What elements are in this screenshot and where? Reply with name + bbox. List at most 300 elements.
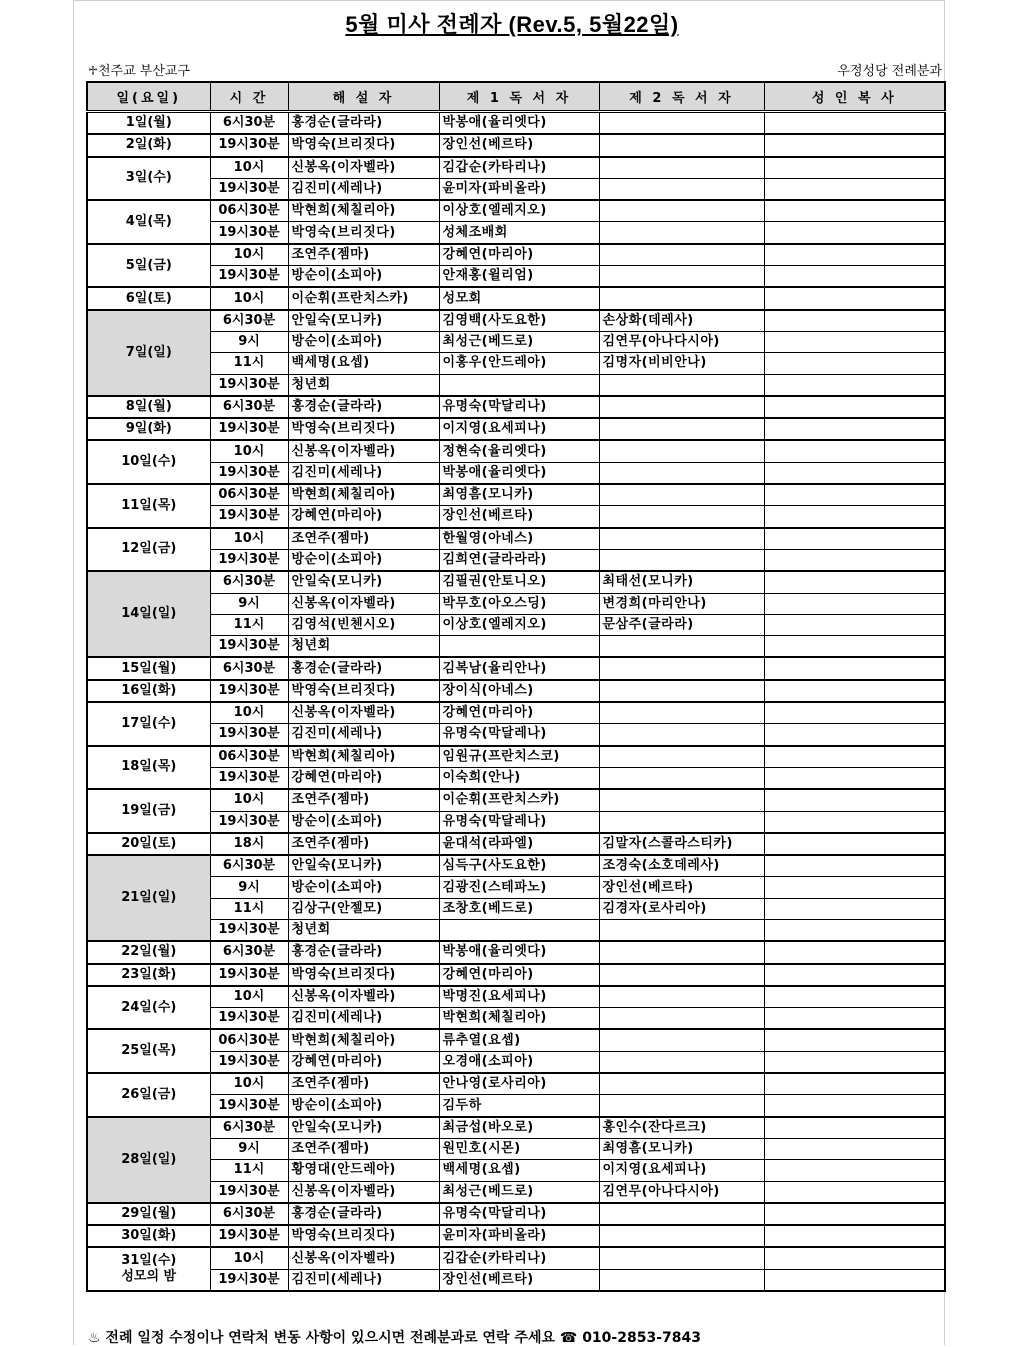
first-reader-cell: 박무호(아오스딩) — [439, 593, 599, 614]
table-row — [87, 440, 945, 462]
commentator-cell: 안일숙(모니카) — [288, 855, 439, 877]
first-reader-cell: 최영흠(모니카) — [439, 484, 599, 506]
table-header-row — [87, 82, 945, 112]
header-day: 일(요일) — [87, 82, 210, 112]
commentator-cell: 박영숙(브리짓다) — [288, 134, 439, 156]
altar-server-cell — [764, 244, 945, 266]
table-row — [87, 593, 945, 614]
altar-server-cell — [764, 877, 945, 898]
day-cell: 9일(화) — [87, 418, 210, 440]
commentator-cell: 조연주(젬마) — [288, 244, 439, 266]
commentator-cell: 신봉옥(이자벨라) — [288, 593, 439, 614]
first-reader-cell: 윤미자(파비올라) — [439, 1225, 599, 1247]
first-reader-cell: 강혜연(마리아) — [439, 244, 599, 266]
day-cell: 5일(금) — [87, 244, 210, 288]
first-reader-cell: 윤미자(파비올라) — [439, 178, 599, 200]
second-reader-cell — [599, 157, 764, 179]
time-cell: 19시30분 — [210, 919, 288, 941]
commentator-cell: 박현희(체칠리아) — [288, 484, 439, 506]
first-reader-cell: 박봉애(율리엣다) — [439, 462, 599, 484]
first-reader-cell: 심득구(사도요한) — [439, 855, 599, 877]
altar-server-cell — [764, 222, 945, 244]
first-reader-cell: 강혜연(마리아) — [439, 702, 599, 724]
table-row — [87, 331, 945, 352]
first-reader-cell: 박봉애(율리엣다) — [439, 112, 599, 135]
altar-server-cell — [764, 1225, 945, 1247]
first-reader-cell: 이숙희(안나) — [439, 767, 599, 789]
altar-server-cell — [764, 855, 945, 877]
time-cell: 19시30분 — [210, 134, 288, 156]
commentator-cell: 신봉옥(이자벨라) — [288, 986, 439, 1008]
second-reader-cell — [599, 1095, 764, 1117]
liturgy-schedule-table — [86, 81, 946, 1292]
first-reader-cell: 이홍우(안드레아) — [439, 353, 599, 374]
commentator-cell: 조연주(젬마) — [288, 1138, 439, 1159]
commentator-cell: 조연주(젬마) — [288, 1073, 439, 1095]
second-reader-cell — [599, 919, 764, 941]
time-cell: 6시30분 — [210, 112, 288, 135]
second-reader-cell — [599, 484, 764, 506]
day-cell: 29일(월) — [87, 1203, 210, 1225]
header-time: 시 간 — [210, 82, 288, 112]
altar-server-cell — [764, 484, 945, 506]
table-row — [87, 1225, 945, 1247]
second-reader-cell — [599, 528, 764, 550]
day-cell: 8일(월) — [87, 396, 210, 418]
table-row — [87, 724, 945, 746]
commentator-cell: 강혜연(마리아) — [288, 767, 439, 789]
altar-server-cell — [764, 941, 945, 963]
time-cell: 10시 — [210, 986, 288, 1008]
commentator-cell: 김진미(세레나) — [288, 178, 439, 200]
altar-server-cell — [764, 636, 945, 658]
altar-server-cell — [764, 112, 945, 135]
altar-server-cell — [764, 266, 945, 288]
day-cell: 18일(목) — [87, 746, 210, 790]
second-reader-cell — [599, 1203, 764, 1225]
commentator-cell: 안일숙(모니카) — [288, 1117, 439, 1139]
altar-server-cell — [764, 1181, 945, 1203]
table-row — [87, 1029, 945, 1051]
commentator-cell: 청년회 — [288, 636, 439, 658]
page-border-left — [73, 0, 74, 1345]
table-row — [87, 200, 945, 222]
time-cell: 19시30분 — [210, 680, 288, 702]
table-row — [87, 484, 945, 506]
day-cell: 7일(일) — [87, 310, 210, 396]
commentator-cell: 신봉옥(이자벨라) — [288, 440, 439, 462]
first-reader-cell — [439, 919, 599, 941]
altar-server-cell — [764, 1095, 945, 1117]
altar-server-cell — [764, 440, 945, 462]
commentator-cell: 박현희(체칠리아) — [288, 1029, 439, 1051]
altar-server-cell — [764, 1203, 945, 1225]
day-cell: 19일(금) — [87, 789, 210, 833]
first-reader-cell: 원민호(시몬) — [439, 1138, 599, 1159]
second-reader-cell — [599, 266, 764, 288]
first-reader-cell: 장인선(베르타) — [439, 134, 599, 156]
commentator-cell: 홍경순(글라라) — [288, 112, 439, 135]
first-reader-cell: 김광진(스테파노) — [439, 877, 599, 898]
table-row — [87, 244, 945, 266]
table-row — [87, 1073, 945, 1095]
time-cell: 6시30분 — [210, 1117, 288, 1139]
time-cell: 10시 — [210, 440, 288, 462]
second-reader-cell — [599, 287, 764, 309]
altar-server-cell — [764, 462, 945, 484]
time-cell: 19시30분 — [210, 1051, 288, 1073]
commentator-cell: 청년회 — [288, 919, 439, 941]
altar-server-cell — [764, 1051, 945, 1073]
day-cell: 20일(토) — [87, 833, 210, 855]
commentator-cell: 홍경순(글라라) — [288, 657, 439, 679]
commentator-cell: 백세명(요셉) — [288, 353, 439, 374]
time-cell: 6시30분 — [210, 310, 288, 332]
first-reader-cell: 김갑순(카타리나) — [439, 1247, 599, 1269]
commentator-cell: 박현희(체칠리아) — [288, 746, 439, 768]
commentator-cell: 홍경순(글라라) — [288, 396, 439, 418]
day-cell: 16일(화) — [87, 680, 210, 702]
time-cell: 19시30분 — [210, 462, 288, 484]
day-cell: 10일(수) — [87, 440, 210, 484]
day-cell: 25일(목) — [87, 1029, 210, 1073]
table-row — [87, 964, 945, 986]
table-row — [87, 353, 945, 374]
second-reader-cell: 홍인수(잔다르크) — [599, 1117, 764, 1139]
commentator-cell: 박현희(체칠리아) — [288, 200, 439, 222]
table-row — [87, 178, 945, 200]
second-reader-cell: 김말자(스콜라스티카) — [599, 833, 764, 855]
time-cell: 6시30분 — [210, 941, 288, 963]
table-row — [87, 767, 945, 789]
second-reader-cell: 김명자(비비안나) — [599, 353, 764, 374]
time-cell: 19시30분 — [210, 811, 288, 833]
table-row — [87, 1008, 945, 1030]
second-reader-cell — [599, 986, 764, 1008]
second-reader-cell — [599, 1008, 764, 1030]
time-cell: 11시 — [210, 898, 288, 919]
first-reader-cell: 장이식(아네스) — [439, 680, 599, 702]
day-cell: 26일(금) — [87, 1073, 210, 1117]
time-cell: 11시 — [210, 353, 288, 374]
commentator-cell: 신봉옥(이자벨라) — [288, 702, 439, 724]
commentator-cell: 방순이(소피아) — [288, 811, 439, 833]
altar-server-cell — [764, 898, 945, 919]
second-reader-cell — [599, 1051, 764, 1073]
time-cell: 19시30분 — [210, 964, 288, 986]
second-reader-cell: 손상화(데레사) — [599, 310, 764, 332]
altar-server-cell — [764, 811, 945, 833]
altar-server-cell — [764, 1117, 945, 1139]
table-row — [87, 746, 945, 768]
first-reader-cell — [439, 374, 599, 396]
first-reader-cell: 성모회 — [439, 287, 599, 309]
commentator-cell: 김진미(세레나) — [288, 724, 439, 746]
second-reader-cell — [599, 222, 764, 244]
time-cell: 19시30분 — [210, 178, 288, 200]
table-row — [87, 855, 945, 877]
table-row — [87, 1095, 945, 1117]
altar-server-cell — [764, 593, 945, 614]
first-reader-cell — [439, 636, 599, 658]
day-cell: 24일(수) — [87, 986, 210, 1030]
time-cell: 06시30분 — [210, 1029, 288, 1051]
time-cell: 9시 — [210, 877, 288, 898]
second-reader-cell — [599, 1225, 764, 1247]
second-reader-cell: 조경숙(소호데레사) — [599, 855, 764, 877]
second-reader-cell — [599, 680, 764, 702]
altar-server-cell — [764, 789, 945, 811]
table-row — [87, 418, 945, 440]
table-row — [87, 506, 945, 528]
commentator-cell: 신봉옥(이자벨라) — [288, 1247, 439, 1269]
time-cell: 18시 — [210, 833, 288, 855]
altar-server-cell — [764, 1160, 945, 1181]
time-cell: 9시 — [210, 331, 288, 352]
second-reader-cell — [599, 462, 764, 484]
second-reader-cell — [599, 1247, 764, 1269]
first-reader-cell: 최성근(베드로) — [439, 331, 599, 352]
time-cell: 19시30분 — [210, 636, 288, 658]
header-first-reader: 제 1 독 서 자 — [439, 82, 599, 112]
altar-server-cell — [764, 1138, 945, 1159]
time-cell: 06시30분 — [210, 200, 288, 222]
commentator-cell: 박영숙(브리짓다) — [288, 964, 439, 986]
time-cell: 10시 — [210, 702, 288, 724]
commentator-cell: 신봉옥(이자벨라) — [288, 1181, 439, 1203]
table-row — [87, 702, 945, 724]
altar-server-cell — [764, 702, 945, 724]
first-reader-cell: 김갑순(카타리나) — [439, 157, 599, 179]
first-reader-cell: 유명숙(막달리나) — [439, 396, 599, 418]
altar-server-cell — [764, 1029, 945, 1051]
time-cell: 11시 — [210, 1160, 288, 1181]
contact-footer: ♨ 전례 일정 수정이나 연락처 변동 사항이 있으시면 전례분과로 연락 주세요 ☎ 010-2853-7843 — [88, 1330, 701, 1346]
altar-server-cell — [764, 657, 945, 679]
first-reader-cell: 이상호(엘레지오) — [439, 614, 599, 635]
time-cell: 10시 — [210, 1247, 288, 1269]
table-row — [87, 833, 945, 855]
table-row — [87, 941, 945, 963]
day-cell: 1일(월) — [87, 112, 210, 135]
second-reader-cell — [599, 1073, 764, 1095]
commentator-cell: 방순이(소피아) — [288, 549, 439, 571]
commentator-cell: 홍경순(글라라) — [288, 1203, 439, 1225]
commentator-cell: 안일숙(모니카) — [288, 310, 439, 332]
time-cell: 19시30분 — [210, 266, 288, 288]
second-reader-cell — [599, 549, 764, 571]
altar-server-cell — [764, 157, 945, 179]
altar-server-cell — [764, 1269, 945, 1291]
commentator-cell: 안일숙(모니카) — [288, 571, 439, 593]
altar-server-cell — [764, 353, 945, 374]
time-cell: 6시30분 — [210, 1203, 288, 1225]
header-altar-server: 성 인 복 사 — [764, 82, 945, 112]
time-cell: 19시30분 — [210, 724, 288, 746]
first-reader-cell: 박명진(요세피나) — [439, 986, 599, 1008]
altar-server-cell — [764, 724, 945, 746]
second-reader-cell: 김경자(로사리아) — [599, 898, 764, 919]
second-reader-cell — [599, 506, 764, 528]
day-cell: 11일(목) — [87, 484, 210, 528]
first-reader-cell: 유명숙(막달리나) — [439, 1203, 599, 1225]
table-row — [87, 549, 945, 571]
commentator-cell: 이순휘(프란치스카) — [288, 287, 439, 309]
day-cell: 6일(토) — [87, 287, 210, 309]
time-cell: 19시30분 — [210, 222, 288, 244]
commentator-cell: 강혜연(마리아) — [288, 506, 439, 528]
first-reader-cell: 박봉애(율리엣다) — [439, 941, 599, 963]
first-reader-cell: 김두하 — [439, 1095, 599, 1117]
altar-server-cell — [764, 964, 945, 986]
table-row — [87, 1160, 945, 1181]
first-reader-cell: 장인선(베르타) — [439, 506, 599, 528]
table-row — [87, 1247, 945, 1269]
second-reader-cell — [599, 112, 764, 135]
commentator-cell: 김진미(세레나) — [288, 1269, 439, 1291]
commentator-cell: 박영숙(브리짓다) — [288, 680, 439, 702]
second-reader-cell: 이지영(요세피나) — [599, 1160, 764, 1181]
page-border-top — [73, 0, 945, 1]
second-reader-cell — [599, 396, 764, 418]
first-reader-cell: 임원규(프란치스코) — [439, 746, 599, 768]
altar-server-cell — [764, 396, 945, 418]
first-reader-cell: 한월영(아네스) — [439, 528, 599, 550]
first-reader-cell: 최성근(베드로) — [439, 1181, 599, 1203]
first-reader-cell: 박현희(체칠리아) — [439, 1008, 599, 1030]
time-cell: 19시30분 — [210, 418, 288, 440]
second-reader-cell — [599, 636, 764, 658]
altar-server-cell — [764, 528, 945, 550]
first-reader-cell: 이지영(요세피나) — [439, 418, 599, 440]
day-cell: 30일(화) — [87, 1225, 210, 1247]
time-cell: 9시 — [210, 1138, 288, 1159]
table-row — [87, 986, 945, 1008]
commentator-cell: 신봉옥(이자벨라) — [288, 157, 439, 179]
day-cell: 2일(화) — [87, 134, 210, 156]
altar-server-cell — [764, 331, 945, 352]
table-row — [87, 877, 945, 898]
second-reader-cell — [599, 1269, 764, 1291]
first-reader-cell: 강혜연(마리아) — [439, 964, 599, 986]
time-cell: 06시30분 — [210, 746, 288, 768]
time-cell: 19시30분 — [210, 549, 288, 571]
second-reader-cell — [599, 200, 764, 222]
time-cell: 19시30분 — [210, 1008, 288, 1030]
altar-server-cell — [764, 680, 945, 702]
second-reader-cell — [599, 789, 764, 811]
second-reader-cell — [599, 418, 764, 440]
commentator-cell: 방순이(소피아) — [288, 266, 439, 288]
day-cell: 14일(일) — [87, 571, 210, 657]
day-cell: 12일(금) — [87, 528, 210, 572]
table-row — [87, 636, 945, 658]
table-row — [87, 657, 945, 679]
time-cell: 6시30분 — [210, 396, 288, 418]
commentator-cell: 황영대(안드레아) — [288, 1160, 439, 1181]
second-reader-cell — [599, 244, 764, 266]
second-reader-cell — [599, 941, 764, 963]
day-cell: 22일(월) — [87, 941, 210, 963]
first-reader-cell: 류추열(요셉) — [439, 1029, 599, 1051]
table-row — [87, 396, 945, 418]
altar-server-cell — [764, 1247, 945, 1269]
commentator-cell: 박영숙(브리짓다) — [288, 418, 439, 440]
time-cell: 10시 — [210, 244, 288, 266]
commentator-cell: 방순이(소피아) — [288, 877, 439, 898]
commentator-cell: 박영숙(브리짓다) — [288, 222, 439, 244]
second-reader-cell — [599, 178, 764, 200]
table-row — [87, 462, 945, 484]
table-row — [87, 310, 945, 332]
altar-server-cell — [764, 614, 945, 635]
table-row — [87, 898, 945, 919]
altar-server-cell — [764, 746, 945, 768]
altar-server-cell — [764, 1008, 945, 1030]
commentator-cell: 김영석(빈첸시오) — [288, 614, 439, 635]
table-row — [87, 919, 945, 941]
second-reader-cell — [599, 657, 764, 679]
table-row — [87, 1269, 945, 1291]
altar-server-cell — [764, 418, 945, 440]
altar-server-cell — [764, 919, 945, 941]
time-cell: 10시 — [210, 789, 288, 811]
time-cell: 6시30분 — [210, 571, 288, 593]
second-reader-cell — [599, 811, 764, 833]
first-reader-cell: 오경애(소피아) — [439, 1051, 599, 1073]
time-cell: 19시30분 — [210, 1095, 288, 1117]
table-row — [87, 680, 945, 702]
second-reader-cell: 김연무(아나다시아) — [599, 1181, 764, 1203]
day-cell: 28일(일) — [87, 1117, 210, 1203]
time-cell: 11시 — [210, 614, 288, 635]
time-cell: 10시 — [210, 528, 288, 550]
altar-server-cell — [764, 506, 945, 528]
second-reader-cell — [599, 374, 764, 396]
time-cell: 19시30분 — [210, 1181, 288, 1203]
second-reader-cell: 최영흠(모니카) — [599, 1138, 764, 1159]
altar-server-cell — [764, 549, 945, 571]
second-reader-cell — [599, 964, 764, 986]
time-cell: 19시30분 — [210, 1269, 288, 1291]
second-reader-cell — [599, 1029, 764, 1051]
first-reader-cell: 안나영(로사리아) — [439, 1073, 599, 1095]
time-cell: 6시30분 — [210, 657, 288, 679]
day-cell: 31일(수) 성모의 밤 — [87, 1247, 210, 1291]
time-cell: 10시 — [210, 287, 288, 309]
altar-server-cell — [764, 200, 945, 222]
commentator-cell: 김진미(세레나) — [288, 1008, 439, 1030]
second-reader-cell: 최태선(모니카) — [599, 571, 764, 593]
time-cell: 6시30분 — [210, 855, 288, 877]
table-row — [87, 222, 945, 244]
table-row — [87, 134, 945, 156]
time-cell: 9시 — [210, 593, 288, 614]
altar-server-cell — [764, 178, 945, 200]
second-reader-cell: 김연무(아나다시아) — [599, 331, 764, 352]
commentator-cell: 방순이(소피아) — [288, 331, 439, 352]
header-second-reader: 제 2 독 서 자 — [599, 82, 764, 112]
first-reader-cell: 성체조배회 — [439, 222, 599, 244]
first-reader-cell: 이순휘(프란치스카) — [439, 789, 599, 811]
time-cell: 19시30분 — [210, 506, 288, 528]
table-row — [87, 157, 945, 179]
altar-server-cell — [764, 767, 945, 789]
second-reader-cell — [599, 440, 764, 462]
document-title: 5월 미사 전례자 (Rev.5, 5월22일) — [345, 12, 679, 37]
table-row — [87, 1117, 945, 1139]
commentator-cell: 강혜연(마리아) — [288, 1051, 439, 1073]
